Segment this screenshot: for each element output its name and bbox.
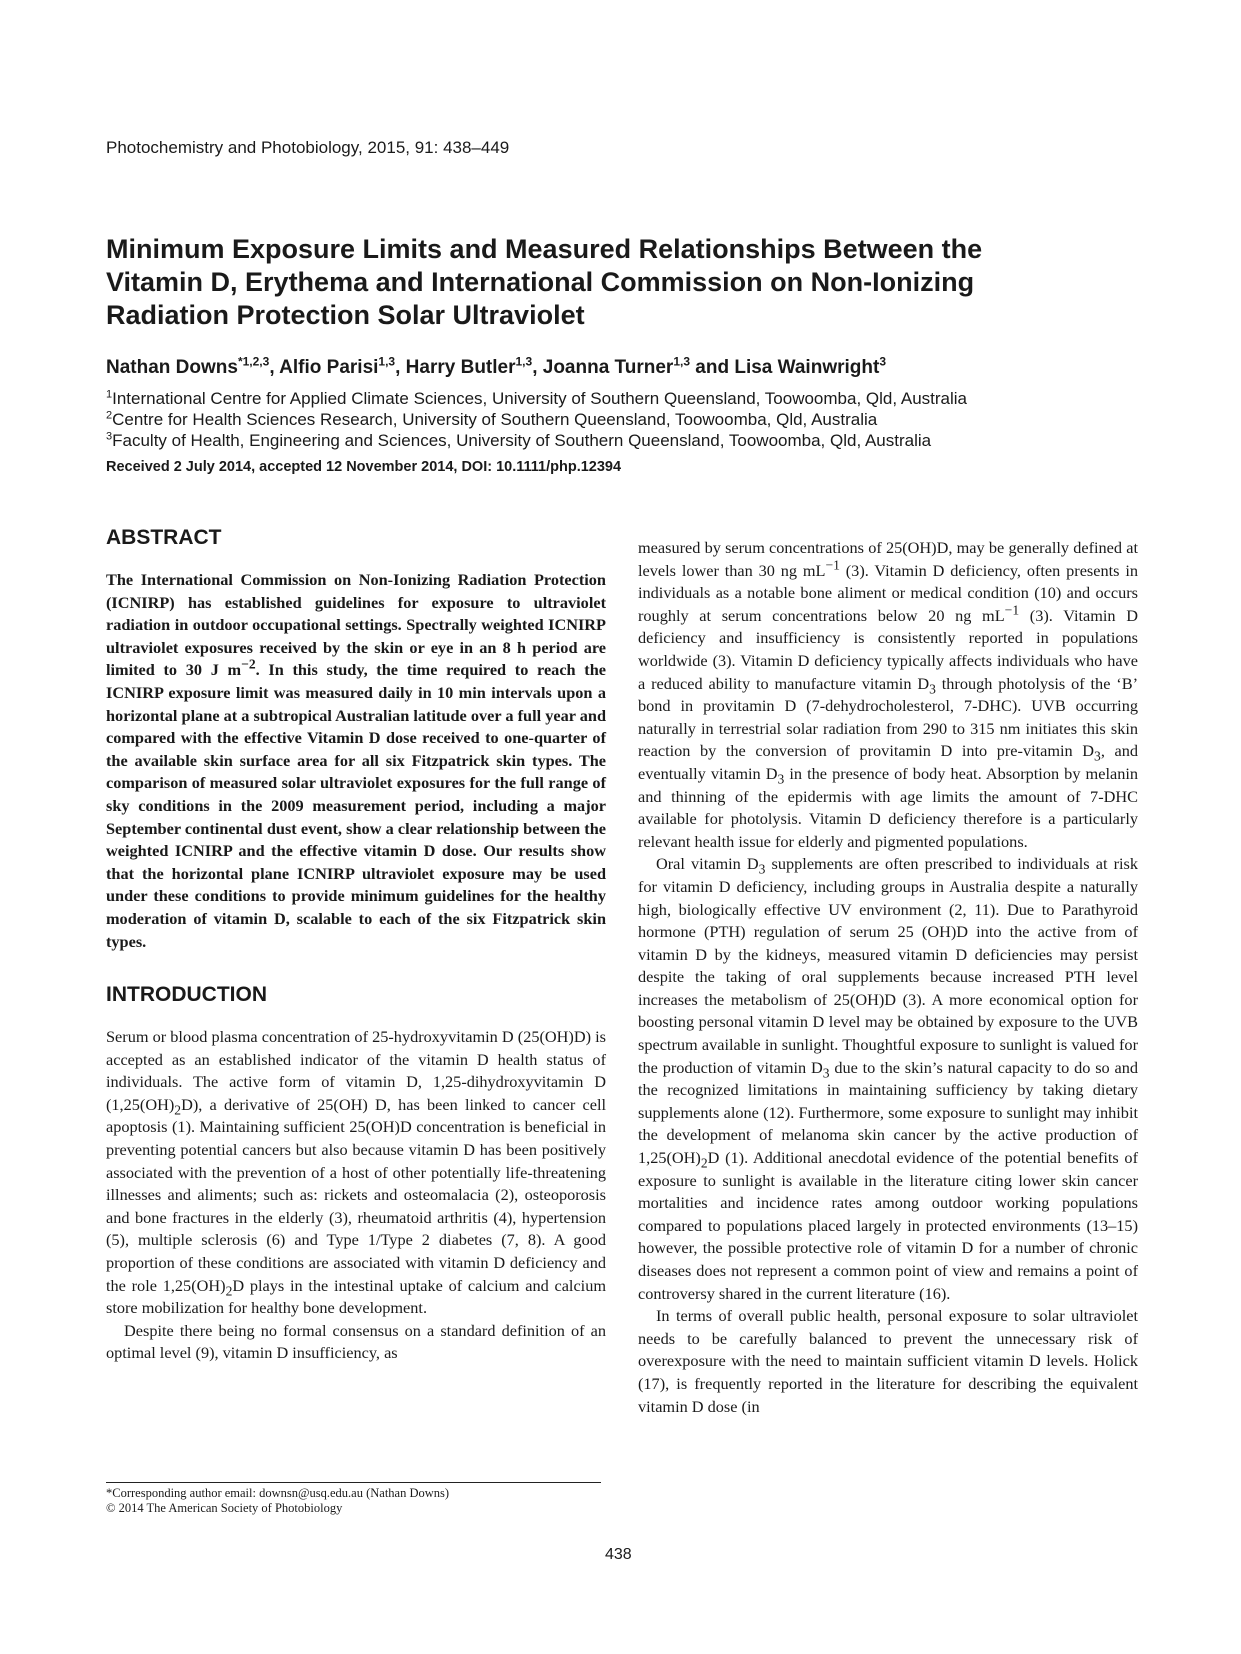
- subscript: 3: [777, 771, 785, 787]
- intro-paragraph: Despite there being no formal consensus on a standard definition of an optimal level (9), vitamin D insufficiency, as: [106, 1320, 606, 1363]
- author-name: Alfio Parisi: [279, 357, 379, 378]
- abstract-part: The International Commission on Non-Ionizing Radiation Protection (ICNIRP) has established guidelines for exposure to ultraviolet radiation in outdoor occupational settings. Spectrally weighted ICNIRP ultraviolet exposures received by the skin or eye in an 8 h period are limited to 30 J m: [106, 570, 606, 680]
- text-run: Oral vitamin D: [656, 854, 759, 874]
- corresponding-author-note: *Corresponding author email: downsn@usq.edu.au (Nathan Downs): [106, 1486, 450, 1500]
- page-number: 438: [605, 1546, 632, 1563]
- left-column: [106, 526, 606, 1365]
- affiliation: [106, 409, 967, 430]
- text-run: , and eventually vitamin D: [638, 741, 1138, 783]
- subscript: 3: [1094, 748, 1101, 764]
- author-list: [106, 354, 886, 379]
- author-separator: ,: [269, 357, 280, 378]
- subscript: 2: [225, 1282, 233, 1298]
- affiliation-text: International Centre for Applied Climate Sciences, University of Southern Queensland, Toowoomba, Qld, Australia: [112, 389, 967, 408]
- footnote-divider: [106, 1482, 601, 1483]
- author-separator: ,: [395, 357, 406, 378]
- journal-citation: Photochemistry and Photobiology, 2015, 91: 438–449: [106, 138, 510, 157]
- text-run: measured by serum concentrations of 25(OH)D, may be generally defined at levels lower than 30 ng mL: [638, 538, 1138, 580]
- body-paragraph: [638, 853, 1138, 1305]
- title-line: Radiation Protection Solar Ultraviolet: [106, 300, 585, 330]
- text-run: D (1). Additional anecdotal evidence of the potential benefits of exposure to sunlight is available in the literature citing lower skin cancer mortalities and incidence rates among outdoor working populations compared to populations placed largely in protected environments (13–15) however, the possible protective role of vitamin D for a number of chronic diseases does not represent a common point of view and remains a point of controversy shared in the current literature (16).: [638, 1148, 1138, 1303]
- superscript: −1: [825, 557, 840, 573]
- body-paragraph: In terms of overall public health, personal exposure to solar ultraviolet needs to be carefully balanced to prevent the unnecessary risk of overexposure with the need to maintain sufficient vitamin D levels. Holick (17), is frequently reported in the literature for describing the equivalent vitamin D dose (in: [638, 1306, 1138, 1416]
- superscript: −1: [1004, 602, 1020, 618]
- text-run: due to the skin’s natural capacity to do so and the recognized limitations in maintaining sufficiency by taking dietary supplements alone (12). Furthermore, some exposure to sunlight may inhibit the development of melanoma skin cancer by the active production of 1,25(OH): [638, 1057, 1138, 1168]
- text-run: supplements are often prescribed to individuals at risk for vitamin D deficiency, including groups in Australia despite a naturally high, biologically effective UV environment (2, 11). Due to Parathyroid hormone (PTH) regulation of serum 25 (OH)D into the active from of vitamin D by the kidneys, measured vitamin D deficiencies may persist despite the taking of oral supplements because increased PTH level increases the metabolism of 25(OH)D (3). A more economical option for boosting personal vitamin D level may be obtained by exposure to the UVB spectrum available in sunlight. Thoughtful exposure to sunlight is valued for the production of vitamin D: [638, 854, 1138, 1077]
- author-name: Joanna Turner: [542, 357, 674, 378]
- author-separator: ,: [532, 357, 543, 378]
- footnotes: [106, 1486, 449, 1516]
- subscript: 3: [758, 861, 766, 877]
- affiliation-number: 2: [106, 409, 113, 422]
- text-run: (3). Vitamin D deficiency, often presents in individuals as a notable bone aliment or medical condition (10) and occurs roughly at serum concentrations below 20 ng mL: [638, 560, 1138, 625]
- abstract-superscript: −2: [241, 656, 256, 672]
- intro-paragraph: [106, 1026, 606, 1320]
- subscript: 3: [929, 680, 936, 696]
- text-run: through photolysis of the ‘B’ bond in provitamin D (7-dehydrocholesterol, 7-DHC). UVB occurring naturally in terrestrial solar radiation from 290 to 315 nm initiates this skin reaction by the conversion of provitamin D into pre-vitamin D: [638, 673, 1138, 761]
- author-marks: 1,3: [673, 354, 690, 369]
- title-line: Minimum Exposure Limits and Measured Relationships Between the: [106, 234, 983, 264]
- text-run: D plays in the intestinal uptake of calcium and calcium store mobilization for healthy bone development.: [106, 1275, 606, 1318]
- text-run: D), a derivative of 25(OH) D, has been linked to cancer cell apoptosis (1). Maintaining sufficient 25(OH)D concentration is beneficial in preventing potential cancers but also because vitamin D has been positively associated with the prevention of a host of other potentially life-threatening illnesses and aliments; such as: rickets and osteomalacia (2), osteoporosis and bone fractures in the elderly (3), rheumatoid arthritis (4), hypertension (5), multiple sclerosis (6) and Type 1/Type 2 diabetes (7, 8). A good proportion of these conditions are associated with vitamin D deficiency and the role 1,25(OH): [106, 1094, 606, 1295]
- author-marks: 1,3: [515, 354, 533, 369]
- article-title: [106, 233, 1116, 332]
- subscript: 3: [822, 1064, 830, 1080]
- author-separator: and: [690, 357, 735, 378]
- subscript: 2: [174, 1102, 182, 1118]
- author-marks: 3: [879, 354, 886, 369]
- affiliation-text: Faculty of Health, Engineering and Sciences, University of Southern Queensland, Toowoomba, Qld, Australia: [112, 431, 932, 450]
- received-line: Received 2 July 2014, accepted 12 November 2014, DOI: 10.1111/php.12394: [106, 459, 622, 475]
- author-name: Harry Butler: [405, 357, 516, 378]
- affiliation-text: Centre for Health Sciences Research, University of Southern Queensland, Toowoomba, Qld, Australia: [112, 410, 878, 429]
- abstract-heading: ABSTRACT: [106, 526, 222, 549]
- affiliations: [106, 388, 967, 451]
- author-marks: *1,2,3: [237, 354, 270, 369]
- author-marks: 1,3: [378, 354, 396, 369]
- text-run: (3). Vitamin D deficiency and insufficiency is consistently reported in populations worldwide (3). Vitamin D deficiency typically affects individuals who have a reduced ability to manufacture vitamin D: [638, 605, 1138, 693]
- affiliation: [106, 388, 967, 409]
- body-paragraph: [638, 537, 1138, 853]
- title-line: Vitamin D, Erythema and International Commission on Non-Ionizing: [106, 267, 975, 297]
- abstract-text: [106, 569, 606, 953]
- introduction-heading: INTRODUCTION: [106, 983, 267, 1007]
- author-name: Lisa Wainwright: [734, 357, 880, 378]
- abstract-part: . In this study, the time required to reach the ICNIRP exposure limit was measured daily in 10 min intervals upon a horizontal plane at a subtropical Australian latitude over a full year and compared with the effective Vitamin D dose received to one-quarter of the available skin surface area for all six Fitzpatrick skin types. The comparison of measured solar ultraviolet exposures for the full range of sky conditions in the 2009 measurement period, including a major September continental dust event, show a clear relationship between the weighted ICNIRP and the effective vitamin D dose. Our results show that the horizontal plane ICNIRP ultraviolet exposure may be used under these conditions to provide minimum guidelines for the healthy moderation of vitamin D, scalable to each of the six Fitzpatrick skin types.: [106, 660, 606, 951]
- text-run: in the presence of body heat. Absorption by melanin and thinning of the epidermis with age limits the amount of 7-DHC available for photolysis. Vitamin D deficiency therefore is a particularly relevant health issue for elderly and pigmented populations.: [638, 763, 1139, 851]
- right-column: [638, 537, 1138, 1418]
- affiliation: [106, 430, 967, 451]
- author-name: Nathan Downs: [106, 357, 238, 378]
- subscript: 2: [700, 1155, 708, 1171]
- copyright-note: © 2014 The American Society of Photobiology: [106, 1501, 343, 1515]
- affiliation-number: 3: [106, 430, 113, 443]
- affiliation-number: 1: [106, 388, 113, 401]
- text-run: Serum or blood plasma concentration of 25-hydroxyvitamin D (25(OH)D) is accepted as an established indicator of the vitamin D health status of individuals. The active form of vitamin D, 1,25-dihydroxyvitamin D (1,25(OH): [106, 1027, 606, 1114]
